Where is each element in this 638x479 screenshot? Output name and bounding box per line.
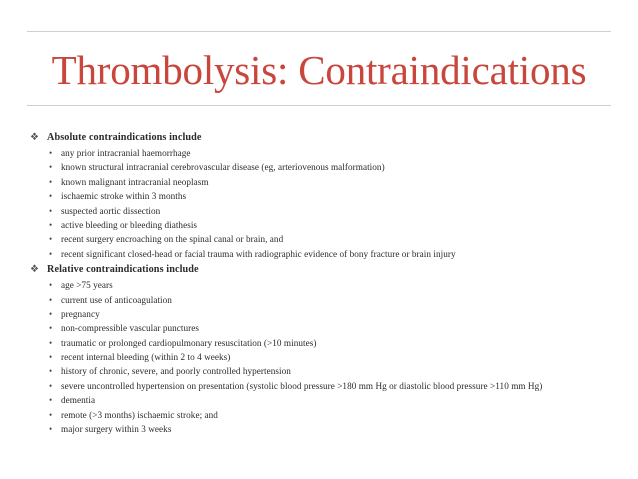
section-heading-text: Absolute contraindications include bbox=[47, 132, 202, 143]
list-item bbox=[30, 422, 620, 436]
list-item bbox=[30, 408, 620, 422]
list-item-text: major surgery within 3 weeks bbox=[61, 424, 172, 435]
relative-contraindications-section bbox=[30, 261, 620, 436]
dot-bullet-icon: • bbox=[49, 352, 53, 363]
absolute-contraindications-list bbox=[30, 146, 620, 261]
list-item bbox=[30, 278, 620, 292]
list-item bbox=[30, 350, 620, 364]
dot-bullet-icon: • bbox=[49, 205, 53, 216]
dot-bullet-icon: • bbox=[49, 323, 53, 334]
list-item-text: pregnancy bbox=[61, 308, 100, 319]
list-item bbox=[30, 160, 620, 174]
relative-contraindications-list bbox=[30, 278, 620, 436]
list-item-text: remote (>3 months) ischaemic stroke; and bbox=[61, 409, 218, 420]
list-item bbox=[30, 364, 620, 378]
dot-bullet-icon: • bbox=[49, 337, 53, 348]
list-item-text: severe uncontrolled hypertension on presentation (systolic blood pressure >180 mm Hg or diastolic blood pressure >110 mm Hg) bbox=[61, 380, 543, 391]
list-item bbox=[30, 307, 620, 321]
dot-bullet-icon: • bbox=[49, 248, 53, 259]
absolute-contraindications-section bbox=[30, 129, 620, 261]
dot-bullet-icon: • bbox=[49, 380, 53, 391]
list-item bbox=[30, 189, 620, 203]
list-item-text: any prior intracranial haemorrhage bbox=[61, 148, 191, 158]
list-item bbox=[30, 336, 620, 350]
dot-bullet-icon: • bbox=[49, 148, 53, 158]
dot-bullet-icon: • bbox=[49, 280, 53, 291]
list-item-text: recent surgery encroaching on the spinal canal or brain, and bbox=[61, 234, 284, 245]
list-item-text: ischaemic stroke within 3 months bbox=[61, 191, 187, 202]
list-item bbox=[30, 393, 620, 407]
dot-bullet-icon: • bbox=[49, 409, 53, 420]
list-item-text: active bleeding or bleeding diathesis bbox=[61, 219, 198, 230]
dot-bullet-icon: • bbox=[49, 294, 53, 305]
list-item bbox=[30, 146, 620, 160]
list-item-text: suspected aortic dissection bbox=[61, 205, 161, 216]
dot-bullet-icon: • bbox=[49, 191, 53, 202]
dot-bullet-icon: • bbox=[49, 176, 53, 187]
top-divider bbox=[27, 31, 611, 32]
list-item bbox=[30, 204, 620, 218]
list-item-text: traumatic or prolonged cardiopulmonary resuscitation (>10 minutes) bbox=[61, 337, 317, 348]
list-item-text: recent significant closed-head or facial trauma with radiographic evidence of bony fracture or brain injury bbox=[61, 248, 456, 259]
list-item-text: known structural intracranial cerebrovascular disease (eg, arteriovenous malformation) bbox=[61, 162, 385, 173]
list-item-text: dementia bbox=[61, 395, 96, 406]
list-item-text: known malignant intracranial neoplasm bbox=[61, 176, 209, 187]
dot-bullet-icon: • bbox=[49, 366, 53, 377]
dot-bullet-icon: • bbox=[49, 234, 53, 245]
list-item bbox=[30, 175, 620, 189]
list-item bbox=[30, 379, 620, 393]
diamond-cluster-bullet-icon: ❖ bbox=[30, 132, 40, 143]
list-item bbox=[30, 321, 620, 335]
section-heading bbox=[30, 261, 620, 278]
dot-bullet-icon: • bbox=[49, 424, 53, 435]
dot-bullet-icon: • bbox=[49, 162, 53, 173]
slide-body bbox=[30, 129, 620, 436]
dot-bullet-icon: • bbox=[49, 308, 53, 319]
diamond-cluster-bullet-icon: ❖ bbox=[30, 264, 40, 276]
slide-title: Thrombolysis: Contraindications bbox=[51, 47, 587, 93]
list-item-text: age >75 years bbox=[61, 280, 113, 291]
list-item-text: non-compressible vascular punctures bbox=[61, 323, 199, 334]
dot-bullet-icon: • bbox=[49, 395, 53, 406]
title-divider bbox=[27, 105, 611, 106]
section-heading-text: Relative contraindications include bbox=[47, 264, 199, 276]
section-heading bbox=[30, 129, 620, 146]
list-item bbox=[30, 232, 620, 246]
list-item-text: recent internal bleeding (within 2 to 4 weeks) bbox=[61, 352, 231, 363]
dot-bullet-icon: • bbox=[49, 219, 53, 230]
list-item-text: current use of anticoagulation bbox=[61, 294, 172, 305]
list-item bbox=[30, 218, 620, 232]
list-item bbox=[30, 247, 620, 261]
list-item bbox=[30, 293, 620, 307]
list-item-text: history of chronic, severe, and poorly controlled hypertension bbox=[61, 366, 291, 377]
